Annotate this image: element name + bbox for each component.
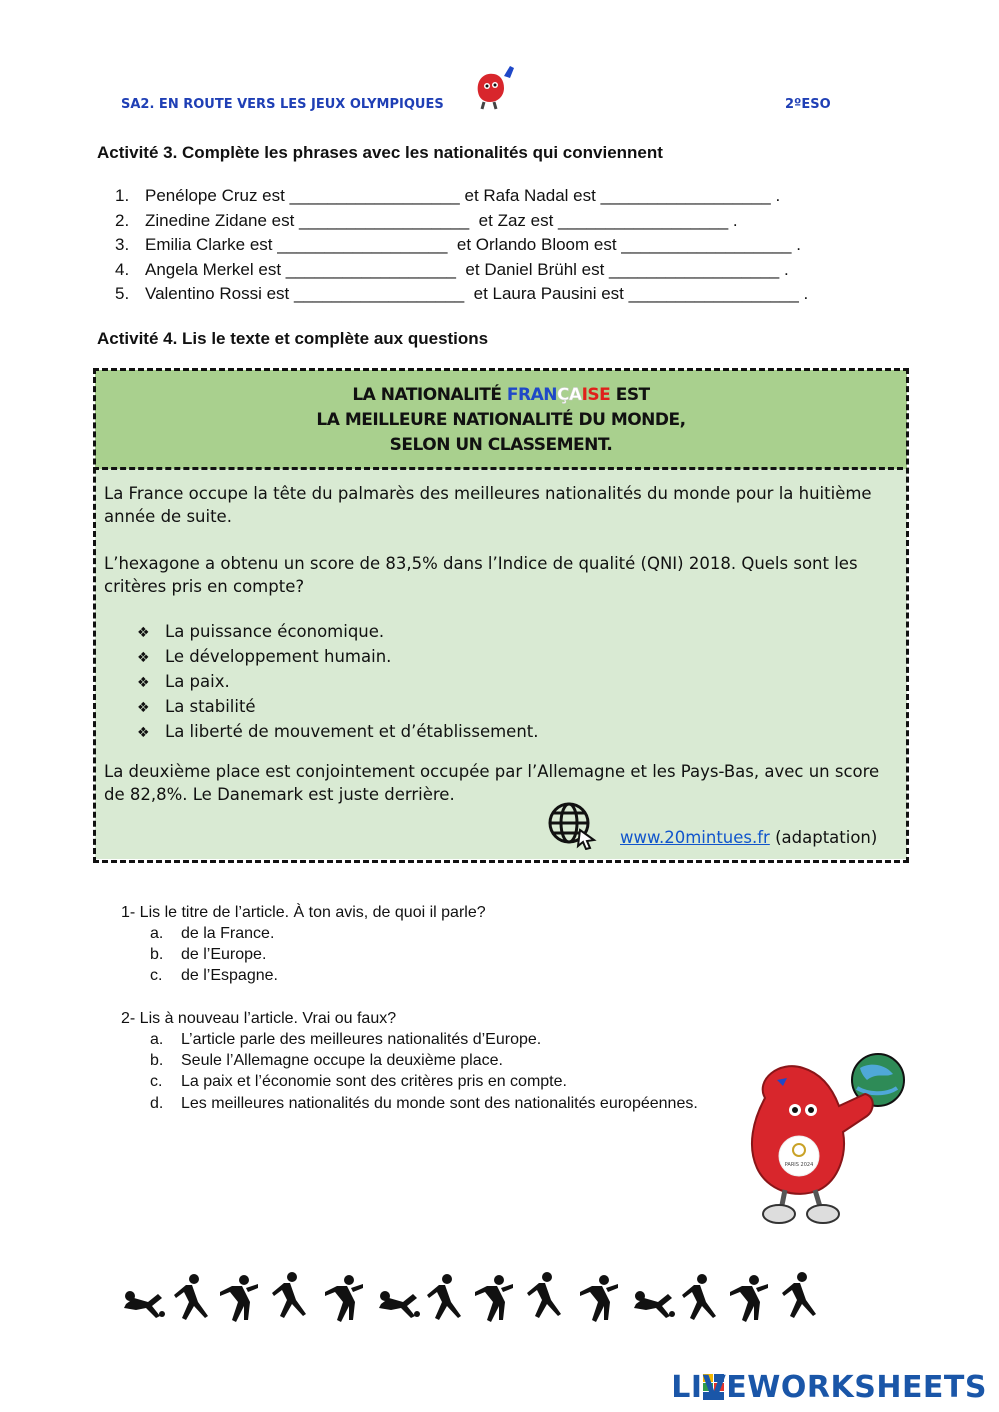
- article-paragraph-1: La France occupe la tête du palmarès des meilleures nationalités du monde pour la huitième année de suite.: [104, 484, 872, 526]
- list-item: ❖ La stabilité: [137, 695, 539, 720]
- list-item[interactable]: 3. Emilia Clarke est __________________ et Orlando Bloom est __________________ .: [115, 235, 801, 254]
- globe-cursor-icon: [546, 800, 598, 850]
- list-item: ❖ La puissance économique.: [137, 620, 539, 645]
- list-item: ❖ La paix.: [137, 670, 539, 695]
- list-item: ❖ La liberté de mouvement et d’établissement.: [137, 720, 539, 745]
- phryge-mascot-globe-icon: [735, 1050, 910, 1230]
- activity3-list: [115, 184, 808, 307]
- list-item[interactable]: 5. Valentino Rossi est __________________ et Laura Pausini est __________________ .: [115, 284, 809, 303]
- question-1-options: [150, 923, 278, 987]
- article-paragraph-2: L’hexagone a obtenu un score de 83,5% dans l’Indice de qualité (QNI) 2018. Quels sont les critères pris en compte?: [104, 554, 858, 596]
- grade-label: 2ºESO: [785, 97, 831, 112]
- list-item[interactable]: b. de l’Europe.: [150, 946, 267, 964]
- list-item[interactable]: b. Seule l’Allemagne occupe la deuxième place.: [150, 1052, 503, 1070]
- article-paragraph-3: La deuxième place est conjointement occupée par l’Allemagne et les Pays-Bas, avec un score de 82,8%. Le Danemark est juste derrière.: [104, 762, 880, 804]
- list-item[interactable]: 2. Zinedine Zidane est __________________ et Zaz est __________________ .: [115, 210, 738, 230]
- article-divider: [93, 467, 903, 470]
- article-source: www.20mintues.fr (adaptation): [620, 828, 878, 847]
- header-title: SA2. EN ROUTE VERS LES JEUX OLYMPIQUES: [121, 97, 444, 112]
- activity4-title: Activité 4. Lis le texte et complète aux questions: [97, 329, 489, 348]
- list-item[interactable]: 1. Penélope Cruz est __________________ et Rafa Nadal est __________________ .: [115, 186, 781, 205]
- question-2: 2- Lis à nouveau l’article. Vrai ou faux?: [121, 1010, 397, 1027]
- phryge-mascot-small-icon: [470, 62, 522, 112]
- article-headline: LA NATIONALITÉ FRANÇAISE EST LA MEILLEURE NATIONALITÉ DU MONDE, SELON UN CLASSEMENT.: [316, 385, 686, 455]
- list-item[interactable]: c. de l’Espagne.: [150, 967, 278, 985]
- activity3-title: Activité 3. Complète les phrases avec les nationalités qui conviennent: [97, 143, 663, 162]
- list-item: ❖ Le développement humain.: [137, 645, 539, 670]
- question-2-options: [150, 1029, 703, 1114]
- athletes-silhouette-strip: [120, 1266, 832, 1326]
- list-item[interactable]: d. Les meilleures nationalités du monde sont des nationalités européennes.: [150, 1094, 698, 1112]
- list-item[interactable]: c. La paix et l’économie sont des critères pris en compte.: [150, 1073, 567, 1091]
- svg-text:PARIS 2024: PARIS 2024: [784, 1162, 814, 1168]
- source-link[interactable]: www.20mintues.fr: [620, 828, 770, 847]
- brand-wordmark: LIVEWORKSHEETS: [671, 1370, 987, 1405]
- list-item[interactable]: 4. Angela Merkel est __________________ et Daniel Brühl est __________________ .: [115, 259, 789, 279]
- list-item[interactable]: a. L’article parle des meilleures nationalités d’Europe.: [150, 1031, 542, 1048]
- criteria-list: [137, 620, 539, 745]
- list-item[interactable]: a. de la France.: [150, 925, 275, 942]
- question-1: 1- Lis le titre de l’article. À ton avis, de quoi il parle?: [121, 904, 486, 921]
